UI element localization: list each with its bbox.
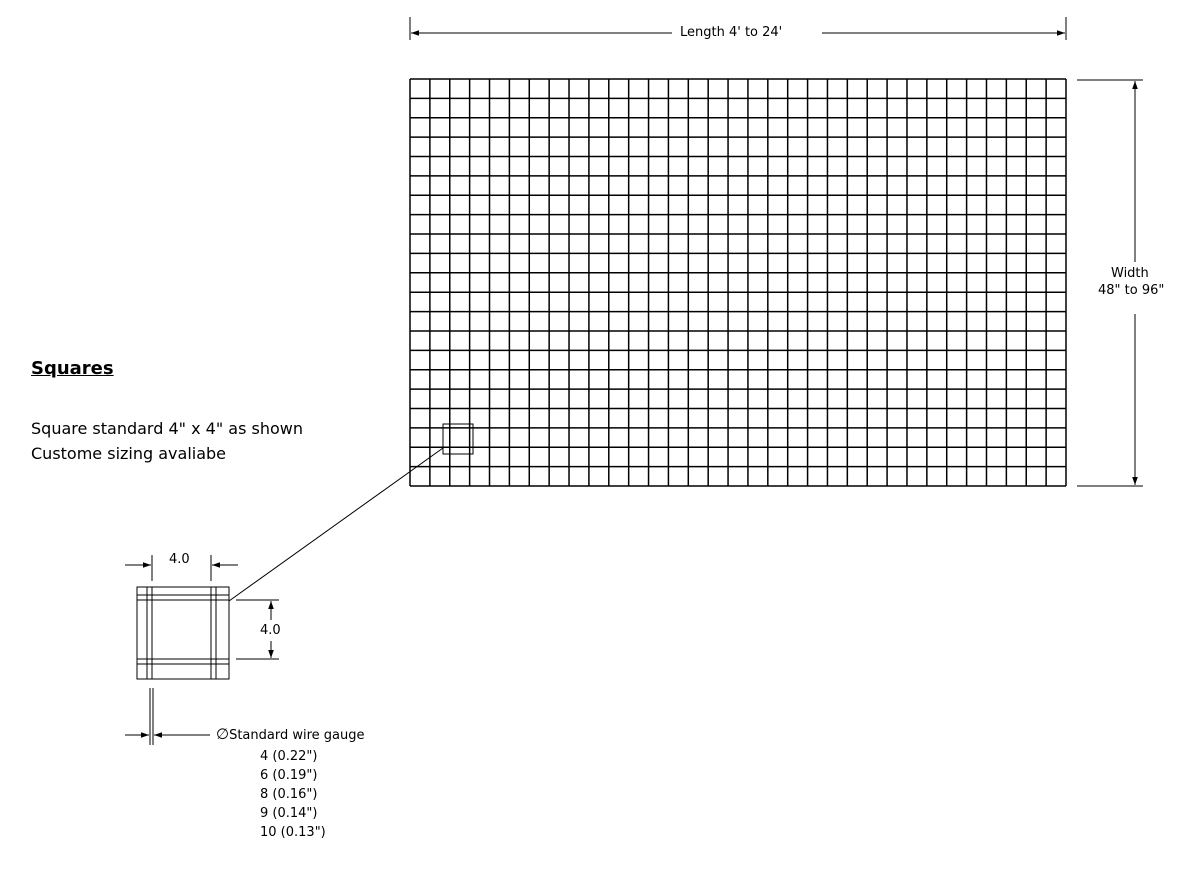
wire-gauge-dimension [125, 688, 210, 745]
wire-gauge-option: 9 (0.14") [260, 806, 318, 821]
wire-gauge-title-row [216, 727, 365, 742]
wire-gauge-title: Standard wire gauge [229, 728, 365, 743]
detail-vertical-label: 4.0 [260, 623, 281, 638]
section-title: Squares [31, 358, 114, 379]
wire-gauge-option: 10 (0.13") [260, 825, 326, 840]
wire-gauge-option: 6 (0.19") [260, 768, 318, 783]
wire-gauge-option: 4 (0.22") [260, 749, 318, 764]
detail-square [137, 587, 229, 679]
description-line1: Square standard 4" x 4" as shown [31, 419, 303, 438]
length-label: Length 4' to 24' [680, 25, 783, 40]
detail-leader-line [229, 448, 443, 601]
description-line2: Custome sizing avaliabe [31, 444, 227, 463]
detail-horizontal-label: 4.0 [169, 552, 190, 567]
width-label-line2: 48" to 96" [1098, 283, 1165, 298]
wire-gauge-option: 8 (0.16") [260, 787, 318, 802]
width-label-line1: Width [1111, 266, 1149, 281]
diameter-symbol-icon: ∅ [216, 725, 230, 743]
mesh-grid [410, 79, 1066, 486]
